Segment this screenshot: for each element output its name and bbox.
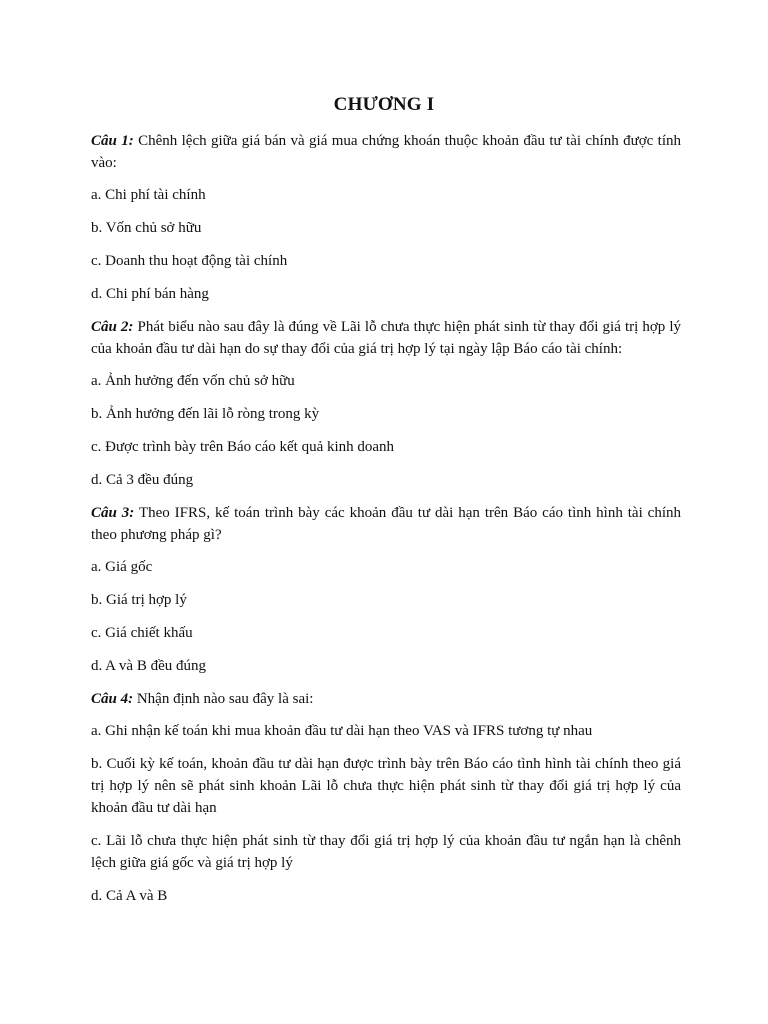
- question-3: [91, 502, 681, 677]
- answer-option: b. Cuối kỳ kế toán, khoản đầu tư dài hạn được trình bày trên Báo cáo tình hình tài chính theo giá trị hợp lý nên sẽ phát sinh khoản Lãi lỗ chưa thực hiện phát sinh từ thay đổi giá trị hợp lý của khoản đầu tư dài hạn: [91, 756, 681, 816]
- answer-option: a. Chi phí tài chính: [91, 187, 206, 203]
- answer-option: c. Doanh thu hoạt động tài chính: [91, 253, 288, 269]
- question-label: Câu 2:: [91, 319, 134, 335]
- answer-option: b. Ảnh hưởng đến lãi lỗ ròng trong kỳ: [91, 406, 320, 422]
- question-label: Câu 1:: [91, 133, 134, 149]
- answer-option: d. Chi phí bán hàng: [91, 286, 209, 302]
- question-2: [91, 316, 681, 491]
- questions-list: [91, 130, 681, 918]
- answer-option: b. Vốn chủ sở hữu: [91, 220, 202, 236]
- question-text: Theo IFRS, kế toán trình bày các khoản đầu tư dài hạn trên Báo cáo tình hình tài chính theo phương pháp gì?: [91, 505, 682, 543]
- question-text: Nhận định nào sau đây là sai:: [136, 691, 314, 707]
- question-label: Câu 4:: [91, 691, 134, 707]
- question-text: Chênh lệch giữa giá bán và giá mua chứng khoán thuộc khoản đầu tư tài chính được tính vào:: [91, 133, 682, 171]
- question-stem: [91, 502, 681, 546]
- chapter-title: CHƯƠNG I: [333, 94, 435, 115]
- answer-option: b. Giá trị hợp lý: [91, 592, 187, 608]
- answer-option: a. Giá gốc: [91, 559, 153, 575]
- answer-option: a. Ảnh hưởng đến vốn chủ sở hữu: [91, 373, 295, 389]
- question-4: [91, 688, 681, 907]
- question-stem: [91, 688, 681, 710]
- answer-option: d. A và B đều đúng: [91, 658, 206, 674]
- question-label: Câu 3:: [91, 505, 135, 521]
- answer-option: c. Được trình bày trên Báo cáo kết quả kinh doanh: [91, 439, 395, 455]
- answer-option: a. Ghi nhận kế toán khi mua khoản đầu tư dài hạn theo VAS và IFRS tương tự nhau: [91, 723, 593, 739]
- question-text: Phát biểu nào sau đây là đúng về Lãi lỗ chưa thực hiện phát sinh từ thay đổi giá trị hợp lý của khoản đầu tư dài hạn do sự thay đổi của giá trị hợp lý tại ngày lập Báo cáo tài chính:: [91, 319, 682, 357]
- question-stem: [91, 130, 681, 174]
- answer-option: d. Cả 3 đều đúng: [91, 472, 194, 488]
- question-stem: [91, 316, 681, 360]
- question-1: [91, 130, 681, 305]
- answer-option: c. Lãi lỗ chưa thực hiện phát sinh từ thay đổi giá trị hợp lý của khoản đầu tư ngắn hạn là chênh lệch giữa giá gốc và giá trị hợp lý: [91, 833, 681, 871]
- answer-option: c. Giá chiết khấu: [91, 625, 193, 641]
- answer-option: d. Cả A và B: [91, 888, 168, 904]
